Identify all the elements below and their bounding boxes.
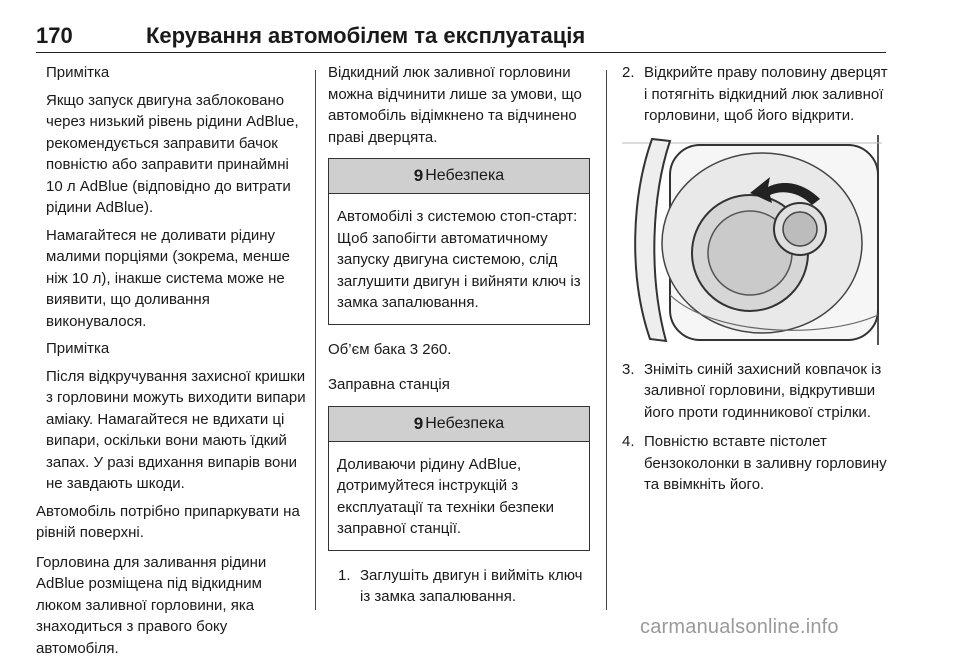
column-divider-1 (315, 70, 316, 610)
step-text: Повністю вставте пістолет бензоколонки в заливну горловину та ввімкніть його. (644, 433, 887, 493)
watermark: carmanualsonline.info (640, 616, 839, 638)
list-item (622, 431, 890, 496)
tank-volume-ref-page: 260. (422, 340, 452, 358)
step-text: Зніміть синій захисний ковпачок із заливної горловини, відкрутивши його проти годинникової стрілки. (644, 360, 882, 421)
note-1-text-2: Намагайтеся не доливати рідину малими порціями (зокрема, менше ніж 10 л), інакше система може не виявити, що доливання виконувалося. (46, 226, 290, 330)
warning-box-1-text: Автомобілі з системою стоп-старт: Щоб запобігти автоматичному запуску двигуна системою, слід заглушити двигун і вийняти ключ із замка запалювання. (337, 208, 581, 311)
steps-list-2 (622, 62, 890, 127)
note-2-label: Примітка (46, 340, 110, 357)
page-title: Керування автомобілем та експлуатація (146, 23, 586, 48)
column-divider-2 (606, 70, 607, 610)
warning-box-1-title: Небезпека (425, 167, 505, 185)
warning-box-1-header (329, 159, 589, 194)
column-2 (328, 62, 590, 616)
section-heading: Заправна станція (328, 376, 450, 393)
step-number: 4. (622, 433, 635, 450)
filler-location-paragraph: Горловина для заливання рідини AdBlue розміщена під відкидним люком заливної горловини, яка знаходиться з правого боку автомобіля. (36, 553, 267, 657)
warning-box-2-title: Небезпека (425, 414, 505, 432)
note-1-label: Примітка (46, 64, 110, 81)
warning-triangle-icon: 9 (413, 413, 424, 433)
step-number: 1. (338, 566, 351, 584)
flap-opening-paragraph: Відкидний люк заливної горловини можна відчинити лише за умови, що автомобіль відімкнено та відчинено праві дверцята. (328, 64, 582, 146)
list-item (622, 359, 890, 424)
column-3 (622, 62, 890, 504)
page-number: 170 (36, 23, 73, 48)
warning-box-2 (328, 406, 590, 551)
warning-box-2-header (329, 407, 589, 442)
note-2-text: Після відкручування захисної кришки з горловини можуть виходити випари аміаку. Намагайтеся не вдихати ці випари, оскільки вони мають їдкий запах. У разі вдихання випарів вони не завдають шкоди. (46, 367, 306, 492)
steps-list-1 (338, 565, 590, 608)
note-1 (36, 62, 306, 332)
tank-volume-label: Об’єм бака (328, 340, 406, 358)
list-item (622, 62, 890, 127)
fuel-flap-illustration (622, 135, 884, 345)
step-text: Заглушіть двигун і вийміть ключ із замка запалювання. (360, 566, 583, 605)
page-reference-icon: 3 (409, 340, 419, 358)
step-number: 3. (622, 360, 635, 378)
step-number: 2. (622, 64, 635, 81)
fuel-flap-illustration-svg (622, 135, 884, 345)
note-1-text: Якщо запуск двигуна заблоковано через низький рівень рідини AdBlue, рекомендується заправити бачок повністю або заправити принаймні 10 л AdBlue (відповідно до витрати рідини AdBlue). (46, 91, 299, 216)
note-2 (36, 338, 306, 495)
step-text: Відкрийте праву половину дверцят і потягніть відкидний люк заливної горловини, щоб його відкрити. (644, 64, 888, 124)
column-1 (36, 62, 306, 667)
page-header (36, 20, 886, 53)
parking-paragraph: Автомобіль потрібно припаркувати на рівній поверхні. (36, 502, 300, 541)
warning-triangle-icon: 9 (413, 166, 424, 186)
tank-volume-line (328, 339, 590, 361)
steps-list-3 (622, 359, 890, 496)
warning-box-1 (328, 158, 590, 325)
list-item (338, 565, 590, 608)
warning-box-2-text: Доливаючи рідину AdBlue, дотримуйтеся інструкцій з експлуатації та техніки безпеки заправної станції. (337, 455, 554, 537)
